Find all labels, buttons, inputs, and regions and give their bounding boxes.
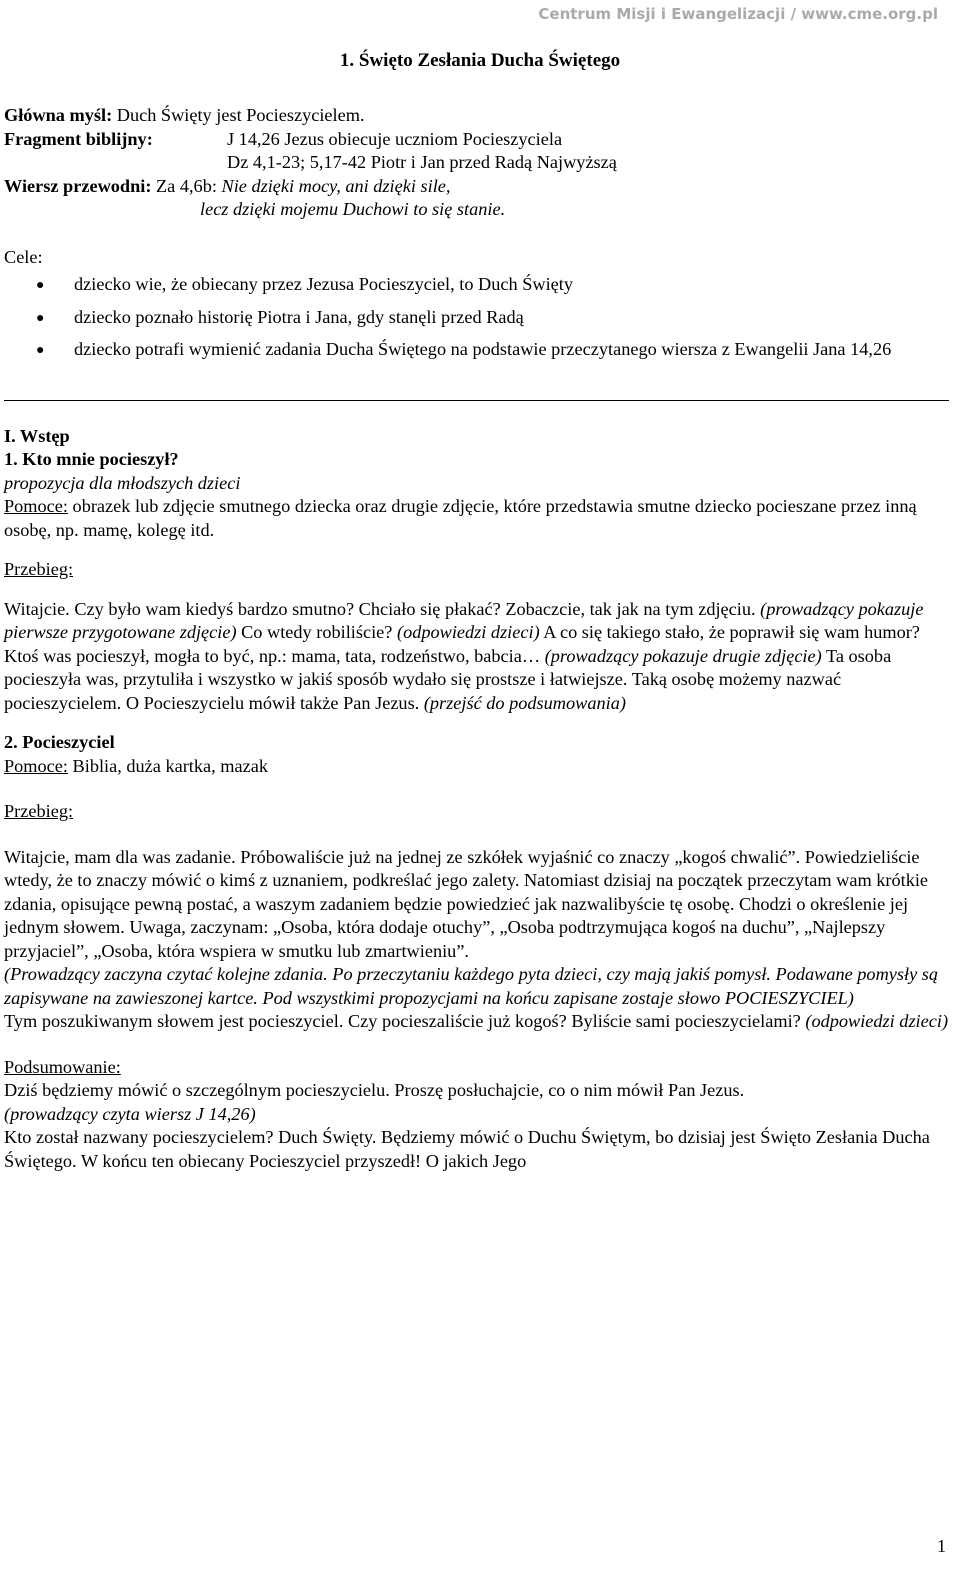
summary-instruction: (prowadzący czyta wiersz J 14,26) <box>4 1103 256 1124</box>
aids-paragraph-2: Pomoce: Biblia, duża kartka, mazak <box>4 755 268 776</box>
bible-row-2 <box>4 151 949 175</box>
bullet-icon: ● <box>36 278 45 293</box>
summary-paragraph-2: Kto został nazwany pocieszycielem? Duch Święty. Będziemy mówić o Duchu Świętym, bo dzisiaj jest Święto Zesłania Ducha Świętego. W końcu ten obiecany Pocieszyciel przyszedł! O jakich Jego <box>4 1127 930 1171</box>
bible-label: Fragment biblijny: <box>4 128 153 149</box>
document-title: 1. Święto Zesłania Ducha Świętego <box>339 50 621 71</box>
flow-paragraph-1: Witajcie. Czy było wam kiedyś bardzo smutno? Chciało się płakać? Zobaczcie, tak jak na tym zdjęciu. (prowadzący pokazuje pierwsze przygotowane zdjęcie) Co wtedy robiliście? (odpowiedzi dzieci) A co się takiego stało, że poprawił się wam humor? Ktoś was pocieszył, mogła to być, np.: mama, tata, rodzeństwo, babcia… (prowadzący pokazuje drugie zdjęcie) Ta osoba pocieszyła was, przytuliła i wszystko w jakiś sposób wydało się prostsze i łatwiejsze. Taką osobę możemy nazwać pocieszycielem. O Pocieszycielu mówił także Pan Jezus. (przejść do podsumowania) <box>4 598 924 713</box>
subsection-note: propozycja dla młodszych dzieci <box>4 472 241 493</box>
page-number: 1 <box>937 1536 946 1556</box>
flow-paragraph-2: Witajcie, mam dla was zadanie. Próbowaliście już na jednej ze szkółek wyjaśnić co znaczy „kogoś chwalić”. Powiedzieliście wtedy, że to znaczy mówić o kimś z uznaniem, podkreślać jego zalety. Natomiast dzisiaj na początek przeczytam wam krótkie zdania, opisujące pewną postać, a waszym zadaniem będzie powiedzieć jak nazwalibyście tę osobę. Chodzi o określenie jej jednym słowem. Uwaga, zaczynam: „Osoba, która dodaje otuchy”, „Osoba podtrzymująca kogoś na duchu”, „Najlepszy przyjaciel”, „Osoba, która wspiera w smutku lub zmartwieniu”. <box>4 846 929 961</box>
bible-fragment-2: Dz 4,1-23; 5,17-42 Piotr i Jan przed Radą Najwyższą <box>227 152 617 172</box>
subsection-heading-2: 2. Pocieszyciel <box>4 732 115 752</box>
bullet-icon: ● <box>36 310 45 326</box>
leader-instruction: (Prowadzący zaczyna czytać kolejne zdania. Po przeczytaniu każdego pyta dzieci, czy mają jakiś pomysł. Podawane pomysły są zapisywane na zawieszonej kartce. Pod wszystkimi propozycjami na końcu zapisane zostaje słowo POCIESZYCIEL) <box>4 964 939 1008</box>
goal-item: ● dziecko potrafi wymienić zadania Ducha Świętego na podstawie przeczytanego wiersza z Ewangelii Jana 14,26 <box>4 338 949 362</box>
summary-label: Podsumowanie: <box>4 1056 121 1077</box>
flow-label-1: Przebieg: <box>4 559 74 579</box>
bible-fragment-1: J 14,26 Jezus obiecuje uczniom Pocieszyciela <box>227 128 563 149</box>
flow-label-2: Przebieg: <box>4 801 74 821</box>
verse-line-2: lecz dzięki mojemu Duchowi to się stanie. <box>200 199 506 219</box>
document-body <box>4 104 949 1173</box>
goals-label: Cele: <box>4 246 43 267</box>
horizontal-divider <box>4 400 949 401</box>
subsection-heading-1: 1. Kto mnie pocieszył? <box>4 449 179 469</box>
main-thought: Duch Święty jest Pocieszycielem. <box>112 105 365 125</box>
bible-row <box>4 128 949 152</box>
goal-item: ● dziecko wie, że obiecany przez Jezusa Pocieszyciel, to Duch Święty <box>4 273 949 297</box>
goals-list <box>4 273 949 362</box>
verse-label: Wiersz przewodni: <box>4 175 152 196</box>
summary-paragraph-1: Dziś będziemy mówić o szczególnym pocieszycielu. Proszę posłuchajcie, co o nim mówił Pan Jezus. <box>4 1080 745 1100</box>
page-header: Centrum Misji i Ewangelizacji / www.cme.org.pl <box>538 5 938 23</box>
aids-paragraph-1: Pomoce: obrazek lub zdjęcie smutnego dziecka oraz drugie zdjęcie, które przedstawia smutne dziecko pocieszane przez inną osobę, np. mamę, kolegę itd. <box>4 496 917 540</box>
main-thought-row <box>4 104 949 128</box>
verse-row-2 <box>4 198 949 222</box>
verse-line-1: Nie dzięki mocy, ani dzięki sile, <box>221 175 451 196</box>
goal-item: ● dziecko poznało historię Piotra i Jana, gdy stanęli przed Radą <box>4 306 949 330</box>
main-thought-label: Główna myśl: <box>4 105 113 125</box>
flow-paragraph-3: Tym poszukiwanym słowem jest pocieszyciel. Czy pocieszaliście już kogoś? Byliście sami pocieszycielami? (odpowiedzi dzieci) <box>4 1011 949 1031</box>
section-heading-intro: I. Wstęp <box>4 425 70 446</box>
verse-row <box>4 175 949 199</box>
verse-ref: Za 4,6b: <box>151 175 222 196</box>
bullet-icon: ● <box>36 343 45 358</box>
